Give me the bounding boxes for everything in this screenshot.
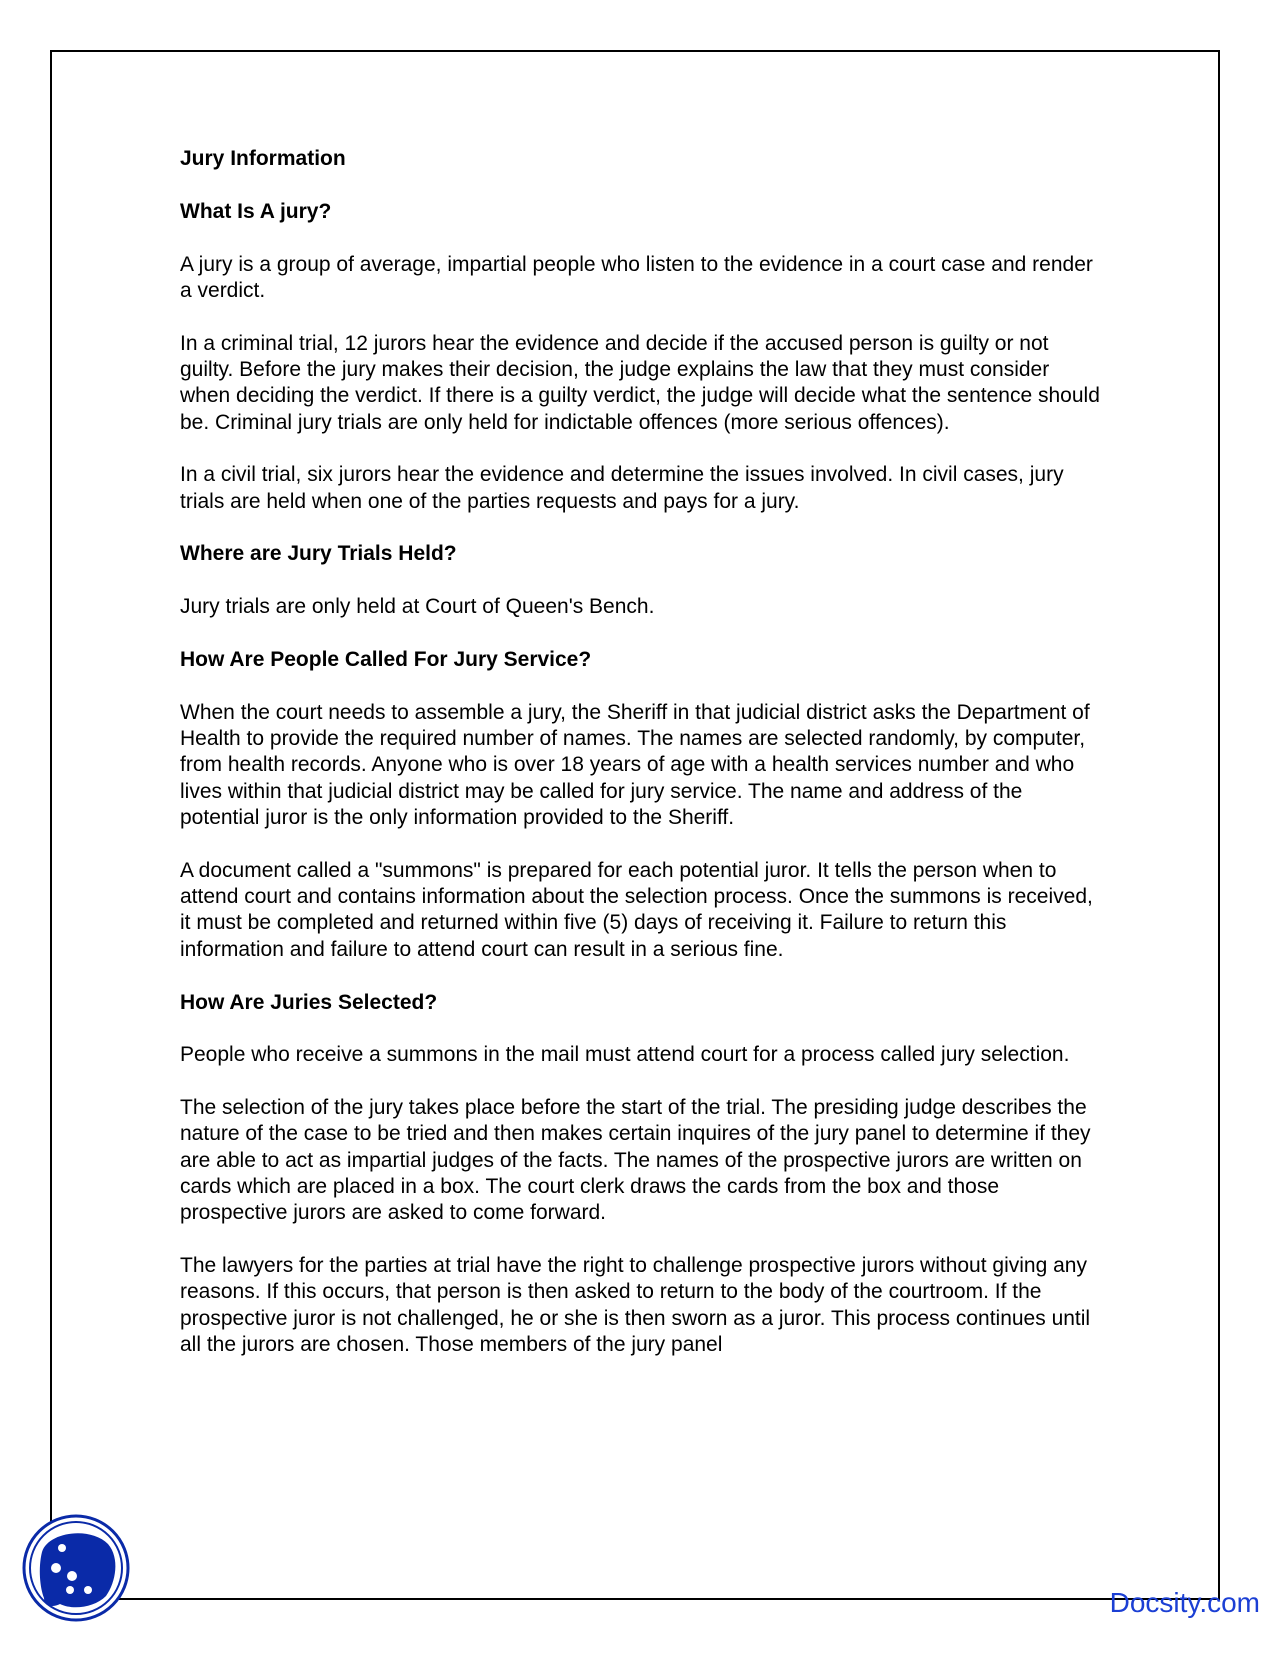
paragraph: When the court needs to assemble a jury, the Sheriff in that judicial district asks the Department of Health to provide the required number of names. The names are selected randomly, by computer, from health records. Anyone who is over 18 years of age with a health services number and who lives within that judicial district may be called for jury service. The name and address of the potential juror is the only information provided to the Sheriff.: [180, 700, 1090, 830]
paragraph: In a civil trial, six jurors hear the evidence and determine the issues involved. In civil cases, jury trials are held when one of the parties requests and pays for a jury.: [180, 463, 1064, 513]
paragraph: The selection of the jury takes place before the start of the trial. The presiding judge describes the nature of the case to be tried and then makes certain inquires of the jury panel to determine if they are able to act as impartial judges of the facts. The names of the prospective jurors are written on cards which are placed in a box. The court clerk draws the cards from the box and those prospective jurors are asked to come forward.: [180, 1096, 1091, 1225]
document-body: [180, 146, 1100, 1358]
document-title: Jury Information: [180, 147, 346, 170]
paragraph: People who receive a summons in the mail must attend court for a process called jury selection.: [180, 1043, 1070, 1067]
section-heading: Where are Jury Trials Held?: [180, 542, 457, 566]
section-heading: How Are Juries Selected?: [180, 990, 438, 1014]
paragraph: A jury is a group of average, impartial people who listen to the evidence in a court case and render a verdict.: [180, 252, 1093, 302]
docsity-brand-link[interactable]: Docsity.com: [1109, 1587, 1260, 1618]
section-heading: What Is A jury?: [180, 199, 332, 223]
paragraph: A document called a "summons" is prepared for each potential juror. It tells the person when to attend court and contains information about the selection process. Once the summons is received, it must be completed and returned within five (5) days of receiving it. Failure to return this information and failure to attend court can result in a serious fine.: [180, 858, 1093, 961]
paragraph: In a criminal trial, 12 jurors hear the evidence and decide if the accused person is guilty or not guilty. Before the jury makes their decision, the judge explains the law that they must consider when deciding the verdict. If there is a guilty verdict, the judge will decide what the sentence should be. Criminal jury trials are only held for indictable offences (more serious offences).: [180, 331, 1100, 434]
docsity-logo-icon[interactable]: [20, 1512, 132, 1624]
paragraph: Jury trials are only held at Court of Queen's Bench.: [180, 595, 655, 619]
paragraph: The lawyers for the parties at trial have the right to challenge prospective jurors without giving any reasons. If this occurs, that person is then asked to return to the body of the courtroom. If the prospective juror is not challenged, he or she is then sworn as a juror. This process continues until all the jurors are chosen. Those members of the jury panel: [180, 1254, 1091, 1356]
section-heading: How Are People Called For Jury Service?: [180, 648, 592, 672]
